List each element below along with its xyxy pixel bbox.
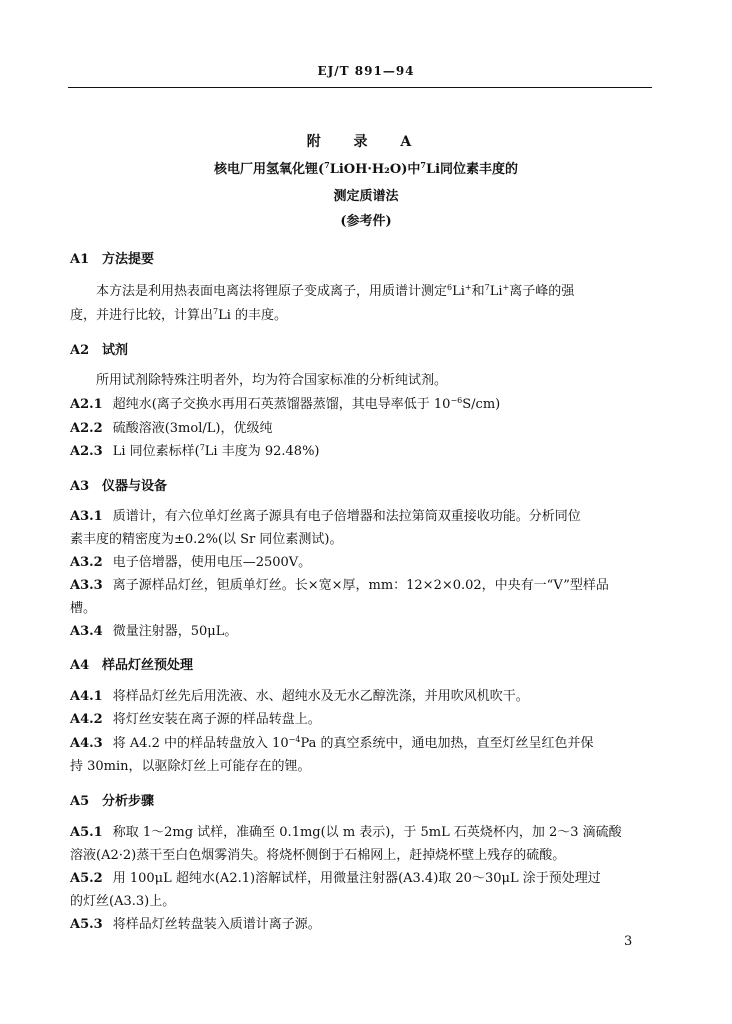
list-item-a5-1: A5.1 称取 1～2mg 试样，准确至 0.1mg(以 m 表示)，于 5mL 石英烧杯内，加 2～3 滴硫酸 bbox=[70, 825, 622, 840]
section-heading-a5: A5 分析步骤 bbox=[70, 794, 155, 809]
section-heading-a3: A3 仪器与设备 bbox=[70, 479, 168, 494]
list-item-a3-3: A3.3 离子源样品灯丝，钽质单灯丝。长×宽×厚，mm：12×2×0.02，中央有一“V”型样品 bbox=[70, 578, 609, 593]
paragraph-a1-line2: 度，并进行比较，计算出$^7$Li 的丰度。 bbox=[70, 307, 288, 323]
header-rule bbox=[68, 87, 652, 88]
list-item-a4-3-cont: 持 30min，以驱除灯丝上可能存在的锂。 bbox=[70, 759, 311, 774]
list-item-a5-2-cont: 的灯丝(A3.3)上。 bbox=[70, 894, 176, 909]
annex-title-line2: 测定质谱法 bbox=[333, 189, 399, 204]
standard-code: EJ/T 891—94 bbox=[317, 64, 415, 78]
section-heading-a2: A2 试剂 bbox=[70, 343, 129, 358]
list-item-a2-3: A2.3 Li 同位素标样($^7$Li 丰度为 92.48%) bbox=[70, 443, 320, 459]
list-item-a4-2: A4.2 将灯丝安装在离子源的样品转盘上。 bbox=[70, 712, 321, 727]
list-item-a4-3: A4.3 将 A4.2 中的样品转盘放入 $10^{-4}Pa$ 的真空系统中，通电加热，直至灯丝呈红色并保 bbox=[70, 735, 594, 751]
list-item-a3-3-cont: 槽。 bbox=[70, 601, 97, 616]
section-heading-a4: A4 样品灯丝预处理 bbox=[70, 658, 194, 673]
annex-note: (参考件) bbox=[340, 214, 392, 229]
section-heading-a1: A1 方法提要 bbox=[70, 252, 155, 267]
list-item-a5-3: A5.3 将样品灯丝转盘装入质谱计离子源。 bbox=[70, 917, 321, 932]
list-item-a2-2: A2.2 硫酸溶液(3mol/L)，优级纯 bbox=[70, 421, 273, 436]
list-item-a5-2: A5.2 用 100μL 超纯水(A2.1)溶解试样，用微量注射器(A3.4)取 20～30μL 涂于预处理过 bbox=[70, 871, 601, 886]
list-item-a3-4: A3.4 微量注射器，50μL。 bbox=[70, 624, 238, 639]
list-item-a2-1: A2.1 超纯水(离子交换水再用石英蒸馏器蒸馏，其电导率低于 $10^{-6}S/cm$) bbox=[70, 396, 501, 412]
list-item-a3-1-cont: 素丰度的精密度为±0.2%(以 Sr 同位素测试)。 bbox=[70, 532, 343, 547]
annex-title: 核电厂用氢氧化锂($^7$LiOH·H₂O)中$^7$Li同位素丰度的 bbox=[213, 160, 519, 177]
page-number: 3 bbox=[624, 934, 633, 949]
list-item-a3-2: A3.2 电子倍增器，使用电压—2500V。 bbox=[70, 555, 312, 570]
list-item-a3-1: A3.1 质谱计，有六位单灯丝离子源具有电子倍增器和法拉第筒双重接收功能。分析同位 bbox=[70, 509, 581, 524]
list-item-a5-1-cont: 溶液(A2·2)蒸干至白色烟雾消失。将烧杯侧倒于石棉网上，赶掉烧杯壁上残存的硫酸。 bbox=[70, 848, 566, 863]
paragraph-a1-line1: 本方法是利用热表面电离法将锂原子变成离子，用质谱计测定$^6$Li+和$^7$Li+离子峰的强 bbox=[96, 283, 575, 299]
paragraph-a2-intro: 所用试剂除特殊注明者外，均为符合国家标准的分析纯试剂。 bbox=[96, 373, 448, 388]
annex-label: 附 录 A bbox=[306, 134, 426, 150]
list-item-a4-1: A4.1 将样品灯丝先后用洗液、水、超纯水及无水乙醇洗涤，并用吹风机吹干。 bbox=[70, 689, 529, 704]
